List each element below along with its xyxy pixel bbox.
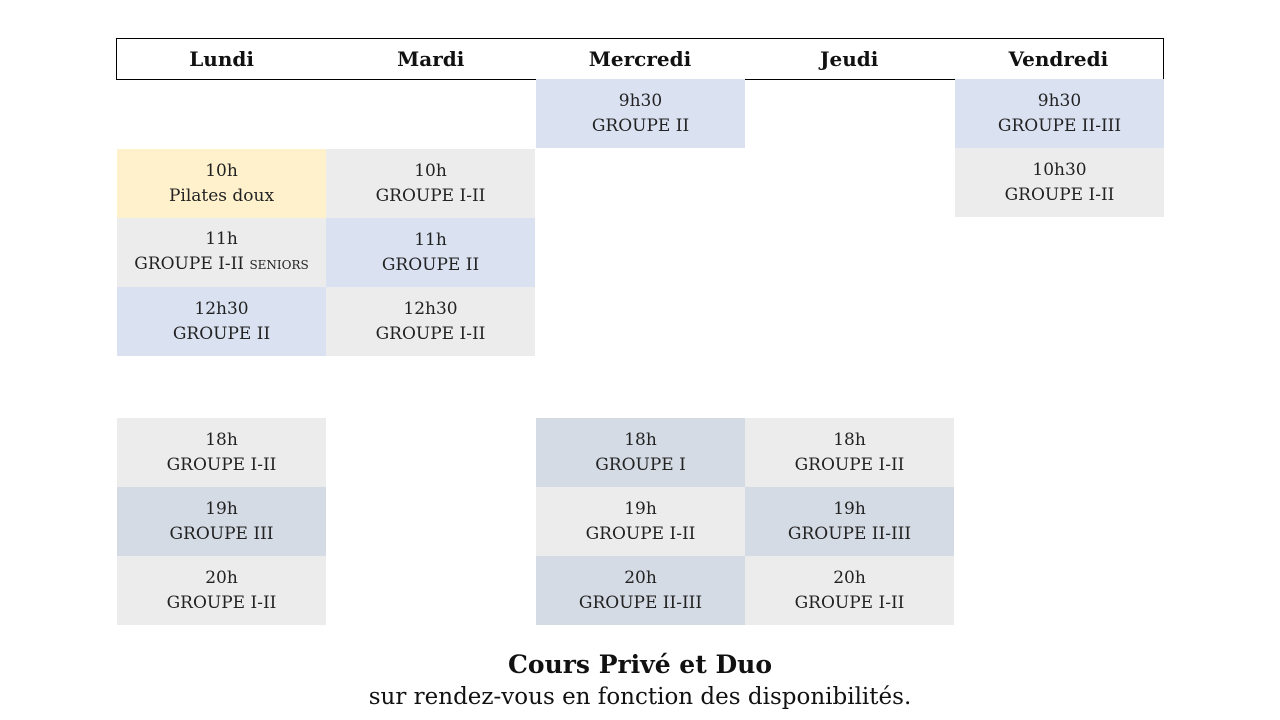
class-slot bbox=[117, 487, 326, 556]
slot-group: GROUPE II bbox=[591, 115, 690, 136]
slot-group: GROUPE III bbox=[169, 523, 274, 544]
footer-note bbox=[0, 648, 1280, 712]
slot-time: 20h bbox=[205, 567, 238, 588]
mardi-morning-column bbox=[326, 149, 535, 356]
slot-group: GROUPE I-II bbox=[166, 592, 277, 613]
private-lessons-title: Cours Privé et Duo bbox=[508, 650, 772, 679]
slot-group: Pilates doux bbox=[168, 185, 275, 206]
class-slot bbox=[955, 148, 1164, 217]
day-header-lundi: Lundi bbox=[189, 47, 254, 71]
slot-group: GROUPE II-III bbox=[787, 523, 912, 544]
slot-group: GROUPE I-II bbox=[794, 592, 905, 613]
mercredi-jeudi-evening-block bbox=[536, 418, 954, 625]
slot-time: 11h bbox=[205, 229, 238, 249]
slot-time: 20h bbox=[624, 567, 657, 588]
slot-group: GROUPE I-II bbox=[1004, 184, 1115, 205]
class-slot bbox=[745, 556, 954, 625]
class-slot bbox=[326, 218, 535, 287]
day-header-jeudi: Jeudi bbox=[820, 47, 879, 71]
class-slot bbox=[117, 418, 326, 487]
slot-time: 18h bbox=[833, 429, 866, 450]
slot-time: 20h bbox=[833, 567, 866, 588]
class-slot bbox=[536, 418, 745, 487]
lundi-mardi-morning-block bbox=[117, 149, 535, 356]
vendredi-morning-block bbox=[955, 79, 1164, 217]
class-slot bbox=[117, 218, 326, 287]
slot-group: GROUPE II bbox=[172, 323, 271, 344]
jeudi-evening-column bbox=[745, 418, 954, 625]
slot-group: GROUPE II-III bbox=[578, 592, 703, 613]
slot-group: GROUPE I-II bbox=[375, 185, 486, 206]
class-slot bbox=[117, 556, 326, 625]
slot-time: 10h bbox=[205, 160, 238, 181]
class-slot bbox=[117, 149, 326, 218]
private-lessons-subtitle: sur rendez-vous en fonction des disponibilités. bbox=[368, 684, 912, 710]
day-header-mercredi: Mercredi bbox=[588, 47, 692, 71]
slot-group bbox=[134, 252, 309, 278]
class-slot bbox=[745, 487, 954, 556]
mercredi-evening-column bbox=[536, 418, 745, 625]
slot-time: 9h30 bbox=[1037, 90, 1082, 111]
slot-time: 10h30 bbox=[1032, 159, 1087, 180]
slot-group: GROUPE II bbox=[381, 254, 480, 275]
class-slot bbox=[117, 287, 326, 356]
slot-time: 12h30 bbox=[194, 298, 249, 319]
day-header-mardi: Mardi bbox=[397, 47, 465, 71]
slot-time: 18h bbox=[624, 429, 657, 450]
class-slot bbox=[536, 556, 745, 625]
slot-time: 9h30 bbox=[618, 90, 663, 111]
lundi-morning-column bbox=[117, 149, 326, 356]
slot-time: 19h bbox=[833, 498, 866, 519]
class-slot bbox=[745, 418, 954, 487]
lundi-evening-block bbox=[117, 418, 326, 625]
slot-group: GROUPE I-II bbox=[166, 454, 277, 475]
slot-time: 11h bbox=[414, 229, 447, 250]
slot-time: 19h bbox=[624, 498, 657, 519]
class-slot bbox=[326, 287, 535, 356]
class-slot bbox=[955, 79, 1164, 148]
slot-group: GROUPE I-II bbox=[375, 323, 486, 344]
mercredi-morning-block bbox=[536, 79, 745, 148]
slot-group: GROUPE II-III bbox=[997, 115, 1122, 136]
slot-group: GROUPE I bbox=[595, 454, 686, 475]
seniors-tag: SENIORS bbox=[249, 258, 309, 272]
slot-time: 19h bbox=[205, 498, 238, 519]
days-header bbox=[116, 38, 1164, 80]
slot-time: 12h30 bbox=[403, 298, 458, 319]
slot-group-label: GROUPE I-II bbox=[134, 254, 245, 274]
class-slot bbox=[536, 79, 745, 148]
slot-group: GROUPE I-II bbox=[794, 454, 905, 475]
class-slot bbox=[326, 149, 535, 218]
slot-time: 10h bbox=[414, 160, 447, 181]
slot-time: 18h bbox=[205, 429, 238, 450]
class-slot bbox=[536, 487, 745, 556]
slot-group: GROUPE I-II bbox=[585, 523, 696, 544]
day-header-vendredi: Vendredi bbox=[1008, 47, 1109, 71]
